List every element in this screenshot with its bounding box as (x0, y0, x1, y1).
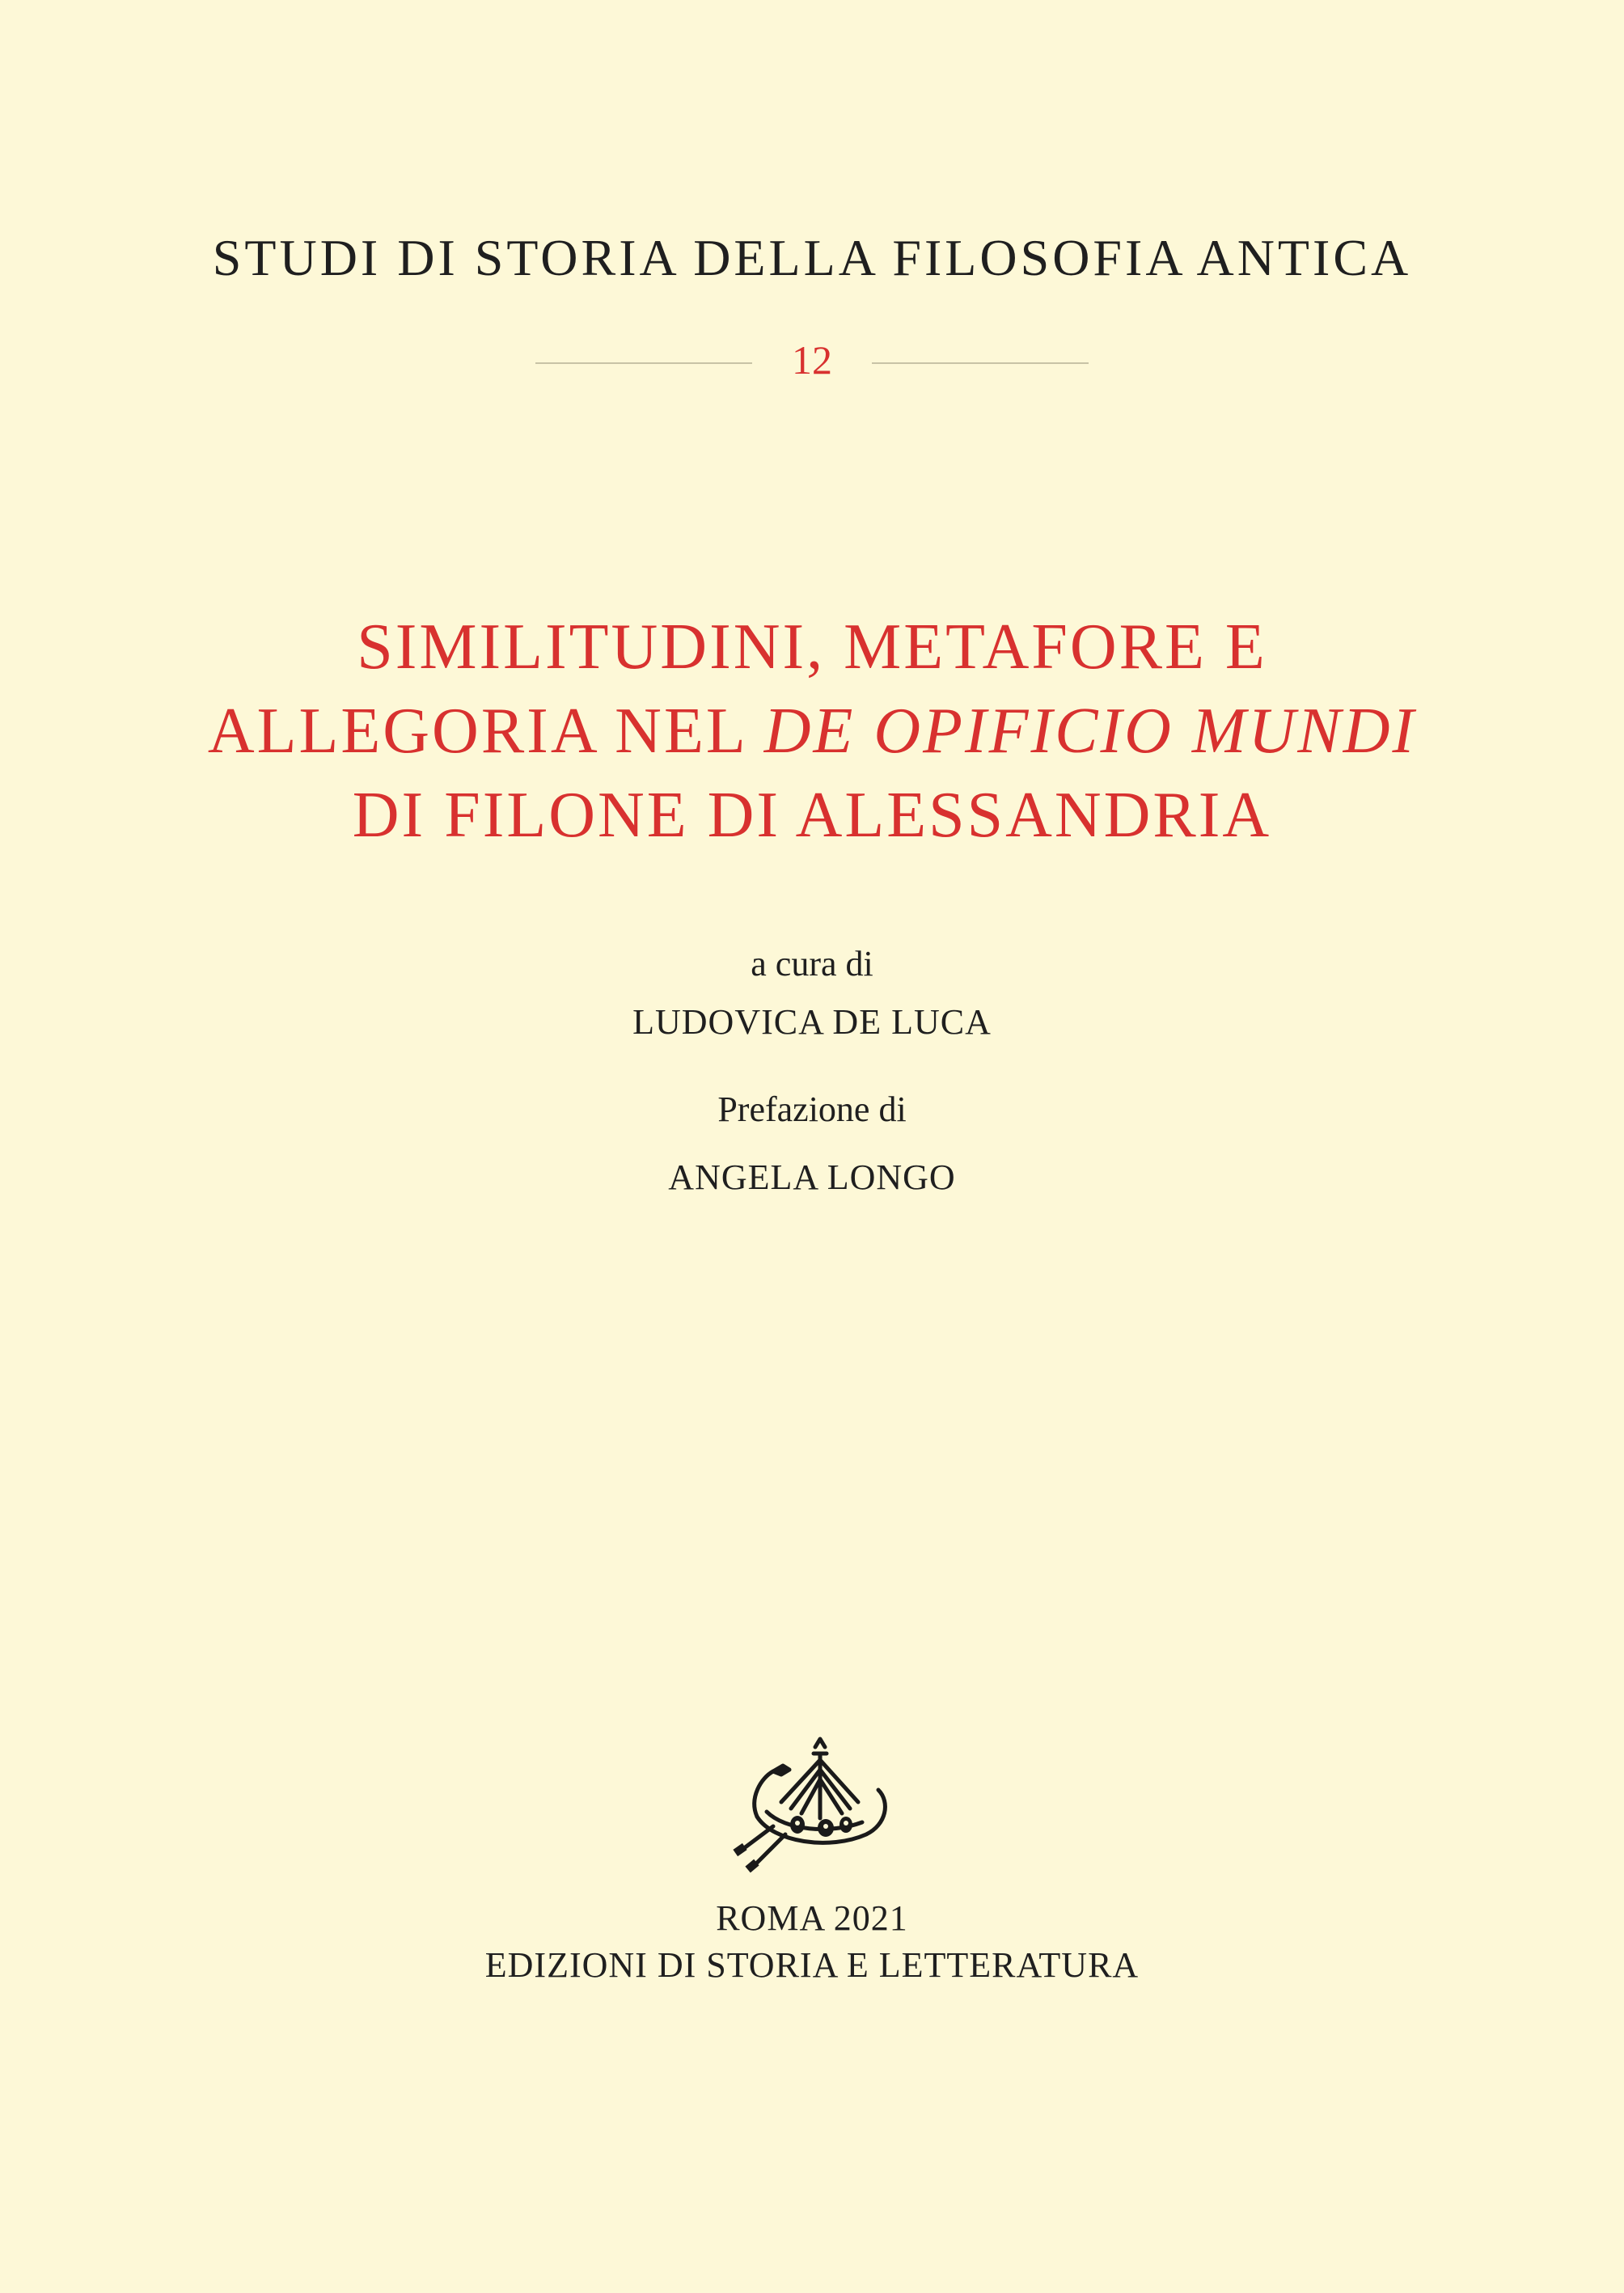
publication-place-year: ROMA 2021 (716, 1898, 908, 1938)
preface-name: ANGELA LONGO (668, 1157, 956, 1197)
series-title: STUDI DI STORIA DELLA FILOSOFIA ANTICA (212, 229, 1412, 286)
series-number-row (0, 336, 1624, 393)
book-title (0, 605, 1624, 857)
title-line-2-prefix: ALLEGORIA NEL (207, 696, 764, 767)
publisher-name: EDIZIONI DI STORIA E LETTERATURA (484, 1945, 1140, 1985)
title-line-2-italic: DE OPIFICIO MUNDI (763, 696, 1417, 767)
title-line-3: DI FILONE DI ALESSANDRIA (352, 780, 1272, 851)
editor-label: a cura di (751, 944, 873, 984)
right-rule (872, 362, 1089, 364)
preface-label: Prefazione di (717, 1089, 907, 1129)
volume-number: 12 (792, 337, 832, 383)
editor-name: LUDOVICA DE LUCA (632, 1002, 992, 1042)
title-line-1: SIMILITUDINI, METAFORE E (357, 611, 1267, 683)
publisher-logo-icon (725, 1721, 899, 1875)
title-line-2 (0, 689, 1624, 773)
left-rule (535, 362, 752, 364)
